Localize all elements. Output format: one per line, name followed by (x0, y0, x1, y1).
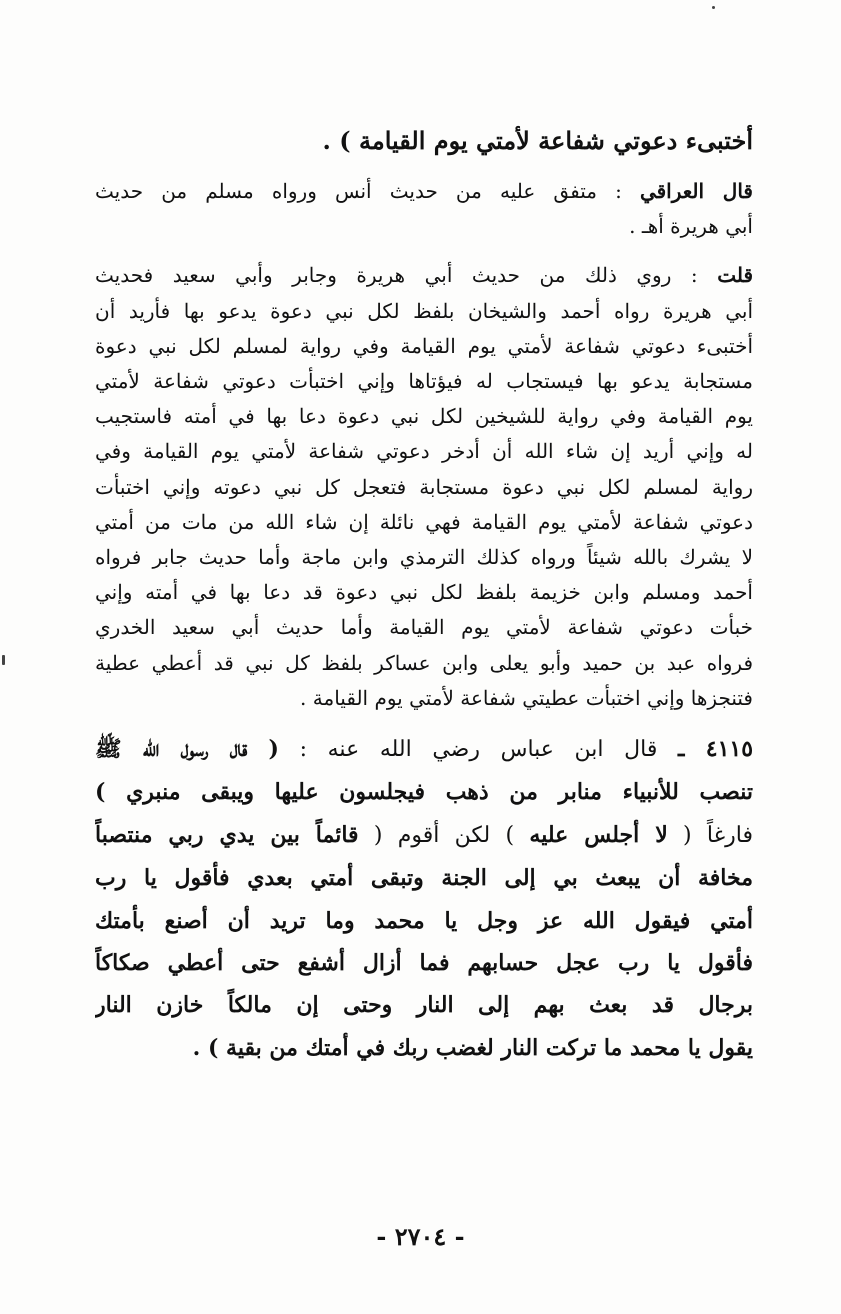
text-line: فرواه عبد بن حميد وأبو يعلى وابن عساكر بلفظ كل نبي قد أعطي عطية (95, 650, 753, 675)
scan-speck (2, 655, 5, 665)
intro-paragraph (95, 118, 753, 164)
text-line: أبي هريرة رواه أحمد والشيخان بلفظ لكل نبي دعوة يدعو بها فأريد أن (95, 298, 753, 323)
text-line: قلت : روي ذلك من حديث أبي هريرة وجابر وأبي سعيد فحديث (95, 263, 753, 288)
hadith-intro: قال ابن عباس رضي الله عنه : (299, 737, 658, 763)
hadith-number: ٤١١٥ ـ (678, 736, 753, 763)
text-line: دعوتي شفاعة لأمتي يوم القيامة فهي نائلة إن شاء الله من مات من أمتي (95, 509, 753, 534)
text-line: رواية لمسلم لكل نبي دعوة مستجابة فتعجل كل نبي دعوته وإني اختبأت (95, 474, 753, 499)
text-line: مستجابة يدعو بها فيستجاب له فيؤتاها وإني اختبأت دعوتي شفاعة لأمتي (95, 369, 753, 394)
text-line: أبي هريرة أهـ . (629, 214, 753, 239)
qultu-paragraph (95, 258, 753, 716)
text-line: فتنجزها وإني اختبأت عطيتي شفاعة لأمتي يوم القيامة . (300, 685, 753, 710)
text-line: يقول يا محمد ما تركت النار لغضب ربك في أمتك من بقية ) . (192, 1034, 753, 1061)
text-line: مخافة أن يبعث بي إلى الجنة وتبقى أمتي بعدي فأقول يا رب (95, 865, 753, 892)
text-line: أختبىء دعوتي شفاعة لأمتي يوم القيامة وفي رواية لمسلم لكل نبي دعوة (95, 333, 753, 358)
qultu-label: قلت (717, 263, 753, 288)
page-body (95, 118, 753, 1069)
text-line: ٤١١٥ ـ قال ابن عباس رضي الله عنه : ( قال رسول الله ﷺ (95, 736, 753, 763)
text-line: تنصب للأنبياء منابر من ذهب فيجلسون عليها ويبقى منبري ) (95, 779, 753, 806)
text-line: أمتي فيقول الله عز وجل يا محمد وما تريد أن أصنع بأمتك (95, 907, 753, 934)
text-line: أحمد ومسلم وابن خزيمة بلفظ لكل نبي دعوة قد دعا بها في أمته وإني (95, 580, 753, 605)
text-line: يوم القيامة وفي رواية للشيخين لكل نبي دعوة دعا بها في أمته فاستجيب (95, 404, 753, 429)
iraqi-label: قال العراقي (639, 179, 753, 203)
text-line: خبأت دعوتي شفاعة لأمتي يوم القيامة وأما حديث أبي سعيد الخدري (95, 615, 753, 640)
text-line: فارغاً ( لا أجلس عليه ) لكن أقوم ( قائماً بين يدي ربي منتصباً (95, 821, 753, 848)
text-line: قال العراقي : متفق عليه من حديث أنس ورواه مسلم من حديث (95, 179, 753, 203)
intro-line: أختبىء دعوتي شفاعة لأمتي يوم القيامة ) . (322, 126, 753, 155)
iraqi-paragraph (95, 174, 753, 244)
page-number: - ٢٧٠٤ - (376, 1222, 465, 1251)
text-line: له وإني أريد إن شاء الله أن أدخر دعوتي شفاعة لأمتي يوم القيامة وفي (95, 439, 753, 464)
hadith-paragraph (95, 728, 753, 1069)
text-line: فأقول يا رب عجل حسابهم فما أزال أشفع حتى أعطي صكاكاً (95, 950, 753, 977)
text-line: لا يشرك بالله شيئاً ورواه كذلك الترمذي وابن ماجة وأما حديث جابر فرواه (95, 545, 753, 570)
text-line: برجال قد بعث بهم إلى النار وحتى إن مالكاً خازن النار (95, 992, 753, 1019)
scan-speck (712, 6, 715, 9)
